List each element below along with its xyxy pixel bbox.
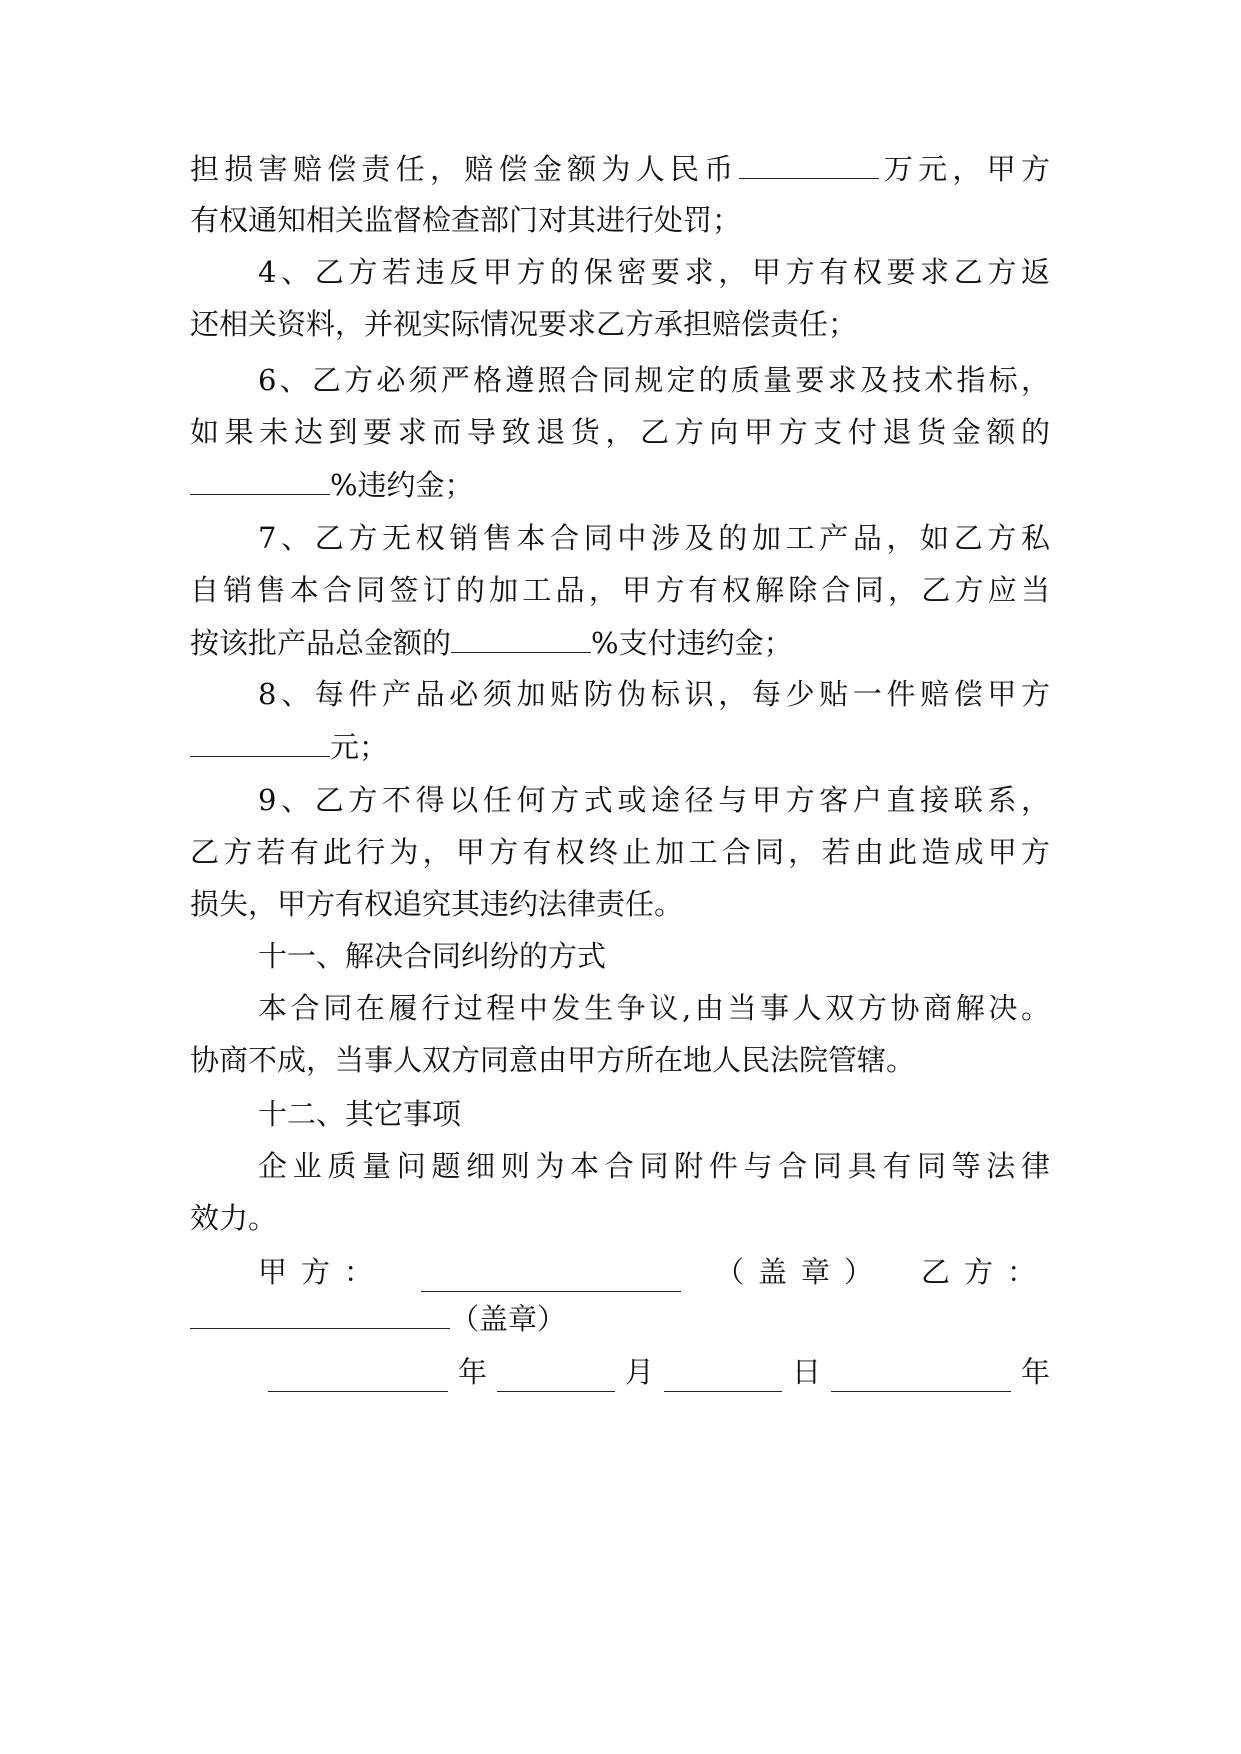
party-a-blank	[421, 1261, 681, 1292]
party-b-blank	[190, 1298, 450, 1329]
paragraph-line: 企业质量问题细则为本合同附件与合同具有同等法律	[258, 1149, 1050, 1183]
party-b-line	[190, 1298, 1050, 1339]
year-blank	[268, 1361, 448, 1392]
clause-8: 8、每件产品必须加贴防伪标识，每少贴一件赔偿甲方	[258, 677, 1050, 711]
year2-label: 年	[1020, 1355, 1050, 1389]
year2-blank	[831, 1361, 1011, 1392]
section-heading-11: 十一、解决合同纠纷的方式	[258, 939, 607, 973]
paragraph-line: 有权通知相关监督检查部门对其进行处罚；	[190, 203, 742, 237]
party-a-label: 甲方：	[258, 1255, 388, 1289]
blank-amount	[739, 148, 879, 179]
blank-percent	[451, 622, 591, 653]
paragraph-line: 乙方若有此行为，甲方有权终止加工合同，若由此造成甲方	[190, 835, 1050, 869]
paragraph-line: 本合同在履行过程中发生争议,由当事人双方协商解决。	[258, 991, 1050, 1025]
paragraph-line: 损失，甲方有权追究其违约法律责任。	[190, 887, 684, 921]
signature-row	[258, 1252, 1050, 1292]
month-blank	[497, 1361, 615, 1392]
paragraph-line: 元；	[190, 726, 1050, 767]
clause-7: 7、乙方无权销售本合同中涉及的加工产品，如乙方私	[258, 521, 1050, 555]
blank-yuan	[190, 726, 330, 757]
party-b-seal: （盖章）	[450, 1302, 567, 1336]
paragraph-line: 还相关资料，并视实际情况要求乙方承担赔偿责任；	[190, 307, 858, 341]
party-a-seal: （盖章）	[714, 1255, 887, 1289]
paragraph-line: %违约金；	[190, 464, 1050, 505]
party-b-label: 乙方：	[920, 1255, 1050, 1289]
month-label: 月	[624, 1355, 654, 1389]
day-label: 日	[791, 1355, 821, 1389]
paragraph-line: 如果未达到要求而导致退货，乙方向甲方支付退货金额的	[190, 415, 1050, 449]
clause-9: 9、乙方不得以任何方式或途径与甲方客户直接联系，	[258, 783, 1050, 817]
paragraph-line: 效力。	[190, 1201, 278, 1235]
day-blank	[664, 1361, 782, 1392]
paragraph-line: 自销售本合同签订的加工品，甲方有权解除合同，乙方应当	[190, 573, 1050, 607]
clause-6: 6、乙方必须严格遵照合同规定的质量要求及技术指标，	[258, 363, 1050, 397]
paragraph-line: 担损害赔偿责任，赔偿金额为人民币 万元，甲方	[190, 148, 1050, 189]
clause-4: 4、乙方若违反甲方的保密要求，甲方有权要求乙方返	[258, 255, 1050, 289]
blank-percent	[190, 464, 330, 495]
year-label: 年	[457, 1355, 487, 1389]
paragraph-line: 按该批产品总金额的 %支付违约金；	[190, 622, 1050, 663]
date-row	[268, 1352, 1050, 1392]
paragraph-line: 协商不成，当事人双方同意由甲方所在地人民法院管辖。	[190, 1043, 916, 1077]
section-heading-12: 十二、其它事项	[258, 1097, 462, 1131]
